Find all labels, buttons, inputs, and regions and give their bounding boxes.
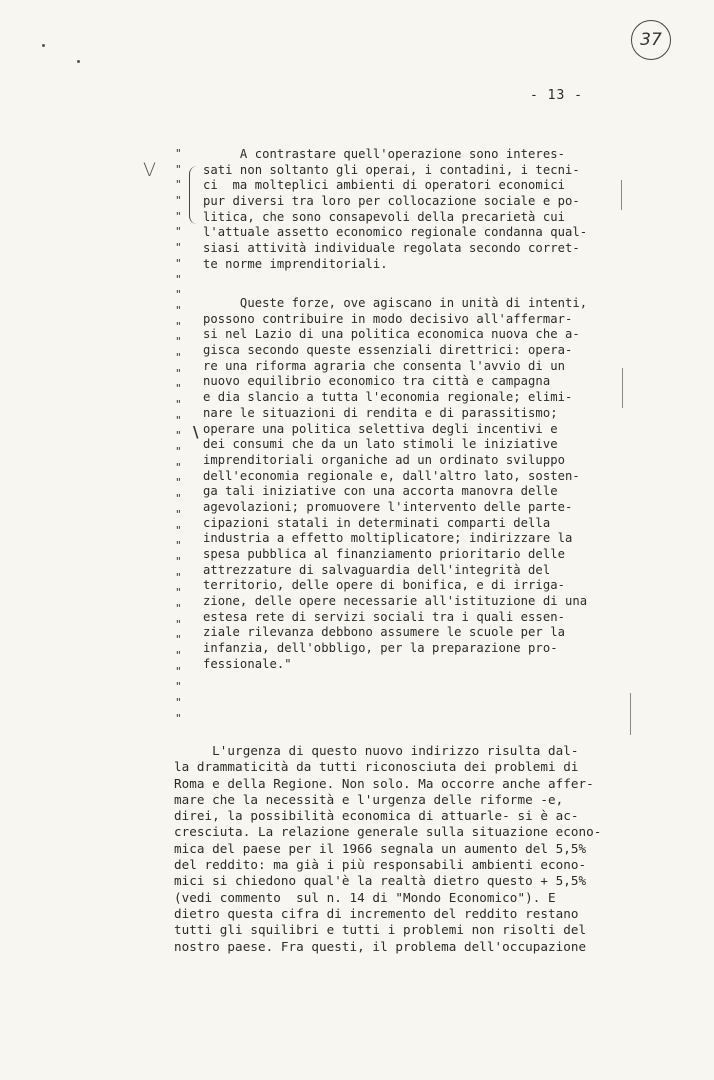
margin-line	[630, 693, 631, 735]
quoted-paragraph-1	[203, 147, 653, 273]
quote-mark: "	[175, 319, 182, 333]
text-line: l'attuale assetto economico regionale condanna qual-	[203, 225, 588, 240]
text-line: nostro paese. Fra questi, il problema dell'occupazione	[174, 938, 587, 954]
margin-check-mark: V	[143, 159, 156, 181]
margin-tick-mark: \	[193, 423, 199, 441]
text-line: spesa pubblica al finanziamento prioritario delle	[203, 547, 565, 561]
quote-mark: "	[175, 256, 182, 270]
text-line: direi, la possibilità economica di attuarle- si è ac-	[174, 808, 579, 824]
text-line: ziale rilevanza debbono assumere le scuole per la	[203, 625, 565, 640]
text-line: gisca secondo queste essenziali direttrici: opera-	[203, 343, 573, 358]
body-paragraph	[174, 743, 664, 955]
text-line: nuovo equilibrio economico tra città e campagna	[203, 374, 551, 389]
speck	[42, 44, 45, 47]
quote-mark: "	[175, 429, 182, 443]
quote-mark: "	[175, 194, 182, 208]
quote-mark: "	[175, 476, 182, 490]
quote-mark: "	[175, 617, 182, 631]
text-line: cresciuta. La relazione generale sulla situazione econo-	[174, 824, 602, 840]
text-line: siasi attività individuale regolata secondo corret-	[203, 241, 580, 256]
quote-mark: "	[175, 460, 182, 474]
quote-mark: "	[175, 335, 182, 349]
quote-mark: "	[175, 147, 182, 160]
quote-mark: "	[175, 225, 182, 239]
text-line: ga tali iniziative con una accorta manovra delle	[203, 484, 558, 499]
quote-mark: "	[175, 398, 182, 411]
text-line: Queste forze, ove agiscano in unità di intenti,	[203, 296, 588, 310]
text-line: attrezzature di salvaguardia dell'integrità del	[203, 562, 551, 577]
text-line: agevolazioni; promuovere l'intervento delle parte-	[203, 499, 573, 514]
text-line: imprenditoriali organiche ad un ordinato sviluppo	[203, 452, 565, 467]
quote-mark: "	[175, 539, 182, 553]
quote-mark: "	[175, 382, 182, 396]
quote-mark: "	[175, 413, 182, 427]
text-line: dei consumi che da un lato stimoli le iniziative	[203, 437, 558, 452]
quote-mark: "	[175, 601, 182, 615]
text-line: infanzia, dell'obbligo, per la preparazione pro-	[203, 641, 558, 656]
text-line: cipazioni statali in determinati comparti della	[203, 515, 551, 530]
quote-mark: "	[175, 241, 182, 255]
text-line: sati non soltanto gli operai, i contadini, i tecni-	[203, 162, 580, 177]
text-line: dietro questa cifra di incremento del reddito restano	[174, 905, 579, 921]
text-line: possono contribuire in modo decisivo all'affermar-	[203, 311, 573, 326]
text-line: tutti gli squilibri e tutti i problemi non risolti del	[174, 922, 587, 938]
quote-mark: "	[175, 178, 182, 192]
text-line: zione, delle opere necessarie all'istituzione di una	[203, 594, 588, 609]
text-line: litica, che sono consapevoli della precarietà cui	[203, 209, 565, 224]
quote-mark: "	[175, 570, 182, 584]
text-line: industria a effetto moltiplicatore; indirizzare la	[203, 531, 573, 546]
text-line: nare le situazioni di rendita e di parassitismo;	[203, 405, 558, 420]
text-line: del reddito: ma già i più responsabili ambienti econo-	[174, 857, 587, 873]
quote-mark: "	[175, 507, 182, 521]
quote-mark: "	[175, 162, 182, 176]
quote-mark: "	[175, 288, 182, 302]
quote-mark: "	[175, 303, 182, 317]
quoted-paragraph-2	[203, 296, 653, 673]
text-line: A contrastare quell'operazione sono interes-	[203, 147, 565, 161]
text-line: pur diversi tra loro per collocazione sociale e po-	[203, 194, 580, 209]
margin-bracket	[189, 166, 198, 224]
quote-mark: "	[175, 492, 182, 506]
text-line: dell'economia regionale e, dall'altro lato, sosten-	[203, 468, 580, 483]
quote-mark: "	[175, 445, 182, 459]
quote-mark: "	[175, 586, 182, 600]
quote-mark: "	[175, 523, 182, 537]
quote-mark: "	[175, 209, 182, 223]
text-line: ci ma molteplici ambienti di operatori economici	[203, 178, 565, 193]
archive-stamp: 37	[631, 20, 671, 60]
text-line: e dia slancio a tutta l'economia regionale; elimi-	[203, 390, 573, 405]
quote-mark: "	[175, 554, 182, 568]
quote-mark: "	[175, 711, 182, 725]
speck	[77, 60, 80, 63]
text-line: L'urgenza di questo nuovo indirizzo risulta dal-	[174, 743, 579, 758]
text-line: territorio, delle opere di bonifica, e di irriga-	[203, 578, 565, 593]
quote-mark: "	[175, 633, 182, 647]
quote-mark: "	[175, 272, 182, 286]
text-line: mica del paese per il 1966 segnala un aumento del 5,5%	[174, 840, 587, 856]
text-line: estesa rete di servizi sociali tra i quali essen-	[203, 609, 565, 624]
quote-mark: "	[175, 664, 182, 678]
text-line: re una riforma agraria che consenta l'avvio di un	[203, 358, 565, 373]
text-line: fessionale."	[203, 656, 292, 671]
text-line: mare che la necessità e l'urgenza delle riforme -e,	[174, 791, 564, 807]
quote-mark: "	[175, 649, 182, 662]
text-line: mici si chiedono qual'è la realtà dietro questo + 5,5%	[174, 873, 587, 889]
text-line: Roma e della Regione. Non solo. Ma occorre anche affer-	[174, 775, 594, 791]
quote-mark: "	[175, 366, 182, 380]
text-line: te norme imprenditoriali.	[203, 256, 388, 271]
quote-marks-column	[175, 146, 189, 726]
text-line: operare una politica selettiva degli incentivi e	[203, 421, 558, 436]
text-line: si nel Lazio di una politica economica nuova che a-	[203, 327, 580, 342]
quote-mark: "	[175, 680, 182, 694]
quote-mark: "	[175, 350, 182, 364]
quote-mark: "	[175, 696, 182, 710]
page-number: - 13 -	[530, 88, 583, 103]
text-line: la drammaticità da tutti riconosciuta dei problemi di	[174, 759, 579, 775]
text-line: (vedi commento sul n. 14 di "Mondo Economico"). E	[174, 889, 556, 905]
